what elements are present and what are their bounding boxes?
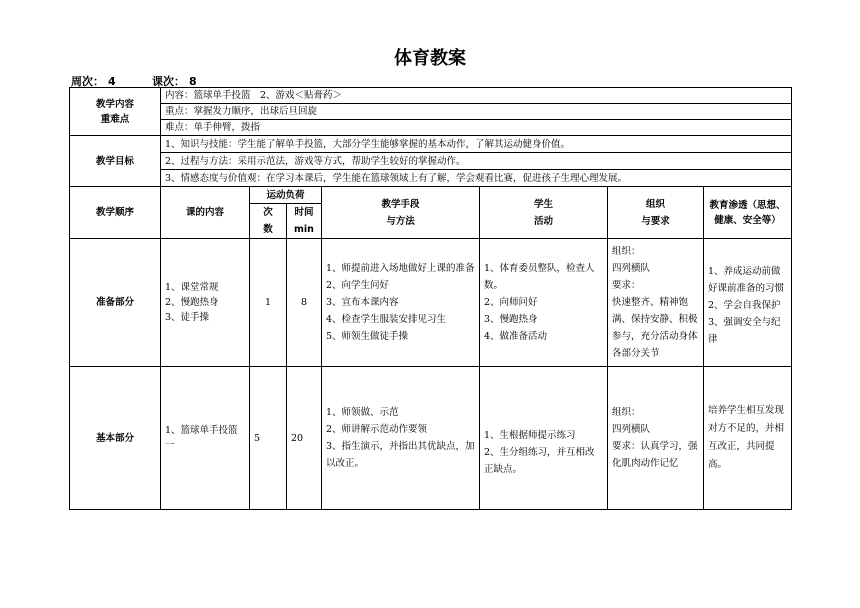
student-line: 2、生分组练习，并互相改正缺点。 [484,446,595,475]
infiltration-cell: 1、养成运动前做好课前准备的习惯 2、学会自我保护 3、强调安全与纪律 [704,239,792,367]
difficulty-cell: 难点：单手伸臂，拨指 [161,120,792,136]
method-line: 2、师讲解示范动作要领 [326,424,428,435]
table-row [70,367,792,510]
time-header-line2: min [294,224,314,235]
key-point-cell: 重点：掌握发力顺序，出球后旦回旋 [161,104,792,120]
student-cell [480,239,608,367]
table-row [70,239,792,367]
org-line: 四列横队 [612,424,651,435]
objective-item: 2、过程与方法：采用示范法，游戏等方式，帮助学生较好的掌握动作。 [161,153,792,170]
org-line: 四列横队 [612,263,651,274]
org-header-line2: 与要求 [641,215,670,227]
objectives-label-cell: 教学目标 [70,136,161,187]
content-line: 1、篮球单手投篮一 [165,425,238,451]
method-header [322,187,480,239]
org-line: 快速整齐、精神饱满、保持安静、积极参与，充分活动身体各部分关节 [612,297,698,359]
org-header-line1: 组织 [645,198,665,210]
method-line: 2、向学生问好 [326,280,390,291]
method-line: 1、师领做、示范 [326,407,399,418]
org-line: 要求： [612,280,641,291]
method-line: 5、师领生做徒手操 [326,331,409,342]
student-line: 2、向师问好 [484,297,538,308]
time-header [287,204,322,239]
student-line: 3、慢跑热身 [484,314,538,325]
content-cell: 内容：篮球单手投篮 2、游戏＜贴膏药＞ [161,88,792,104]
student-cell [480,367,608,510]
count-header [250,204,287,239]
order-header: 教学顺序 [70,187,161,239]
student-line: 4、做准备活动 [484,331,548,342]
org-line: 组织： [612,246,641,257]
week-value: 4 [108,75,116,88]
lesson-plan-table [69,87,792,510]
phase-content-cell [161,367,250,510]
org-cell [608,239,704,367]
method-header-line1: 教学手段 [381,198,420,210]
method-line: 1、师提前进入场地做好上课的准备 [326,263,475,274]
infiltration-header: 教育渗透（思想、健康、安全等） [704,187,792,239]
count-cell: 1 [250,239,287,367]
count-header-line1: 次 [263,207,273,218]
load-header: 运动负荷 [250,187,322,204]
document-title: 体育教案 [394,48,466,69]
time-cell: 8 [287,239,322,367]
content-line: 2、慢跑热身 [165,297,219,308]
time-header-line1: 时间 [294,207,314,218]
student-header-line2: 活动 [533,215,553,227]
objective-item: 3、情感态度与价值观：在学习本课后，学生能在篮球领域上有了解，学会观看比赛，促进孩子生理心理发展。 [161,170,792,187]
time-cell: 20 [287,367,322,510]
student-line: 1、生根据师提示练习 [484,429,576,441]
org-line: 组织： [612,407,641,418]
content-label-line1: 教学内容 [95,98,134,110]
phase-cell: 准备部分 [70,239,161,367]
method-cell [322,367,480,510]
content-line: 3、徒手操 [165,312,210,323]
method-line: 4、检查学生服装安排见习生 [326,314,447,325]
content-label-cell [70,88,161,136]
lesson-value: 8 [189,75,197,88]
week-label: 周次： [71,75,104,88]
org-cell [608,367,704,510]
content-label-line2: 重难点 [100,113,130,125]
infiltration-cell: 培养学生相互发现对方不足的，并相互改正，共同提高。 [704,367,792,510]
student-header-line1: 学生 [533,198,553,210]
lesson-label: 课次： [152,75,185,88]
method-line: 3、宣布本课内容 [326,297,399,308]
org-line: 要求：认真学习，强化肌肉动作记忆 [612,441,698,469]
student-line: 1、体育委员整队，检查人数。 [484,263,595,291]
phase-cell: 基本部分 [70,367,161,510]
method-header-line2: 与方法 [386,215,415,227]
objective-item: 1、知识与技能：学生能了解单手投篮，大部分学生能够掌握的基本动作，了解其运动健身价值。 [161,136,792,153]
method-line: 3、指生演示，并指出其优缺点，加以改正。 [326,441,475,469]
phase-content-cell [161,239,250,367]
student-header [480,187,608,239]
content-line: 1、课堂常规 [165,282,219,293]
org-header [608,187,704,239]
method-cell [322,239,480,367]
count-header-line2: 数 [263,224,273,235]
content-header: 课的内容 [161,187,250,239]
count-cell: 5 [250,367,287,510]
